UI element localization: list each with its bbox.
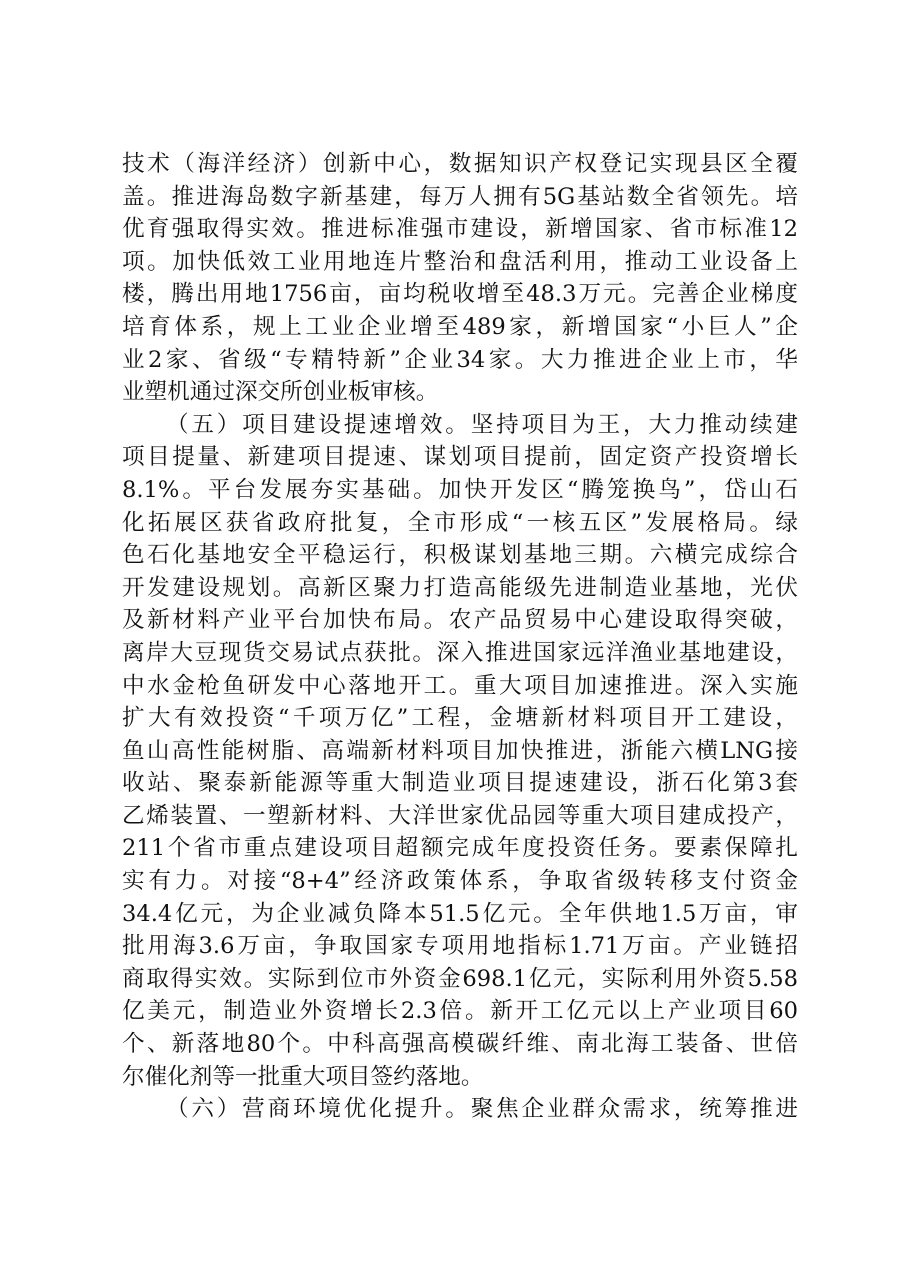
text-line: 离岸大豆现货交易试点获批。深入推进国家远洋渔业基地建设， [122,639,798,666]
paragraph-section-6 [122,1093,798,1126]
text-line: 技术（海洋经济）创新中心，数据知识产权登记实现县区全覆 [122,151,798,177]
text-line: 及新材料产业平台加快布局。农产品贸易中心建设取得突破， [122,607,798,634]
text-line: 亿美元，制造业外资增长2.3倍。新开工亿元以上产业项目60 [122,998,798,1025]
text-line: 培育体系，规上工业企业增至489家，新增国家“小巨人”企 [122,313,798,340]
text-line: 实有力。对接“8+4”经济政策体系，争取省级转移支付资金 [122,868,798,895]
text-line: 中水金枪鱼研发中心落地开工。重大项目加速推进。深入实施 [122,672,798,699]
text-line: 楼，腾出用地1756亩，亩均税收增至48.3万元。完善企业梯度 [122,281,798,308]
text-line: 开发建设规划。高新区聚力打造高能级先进制造业基地，光伏 [122,574,798,601]
text-line: 色石化基地安全平稳运行，积极谋划基地三期。六横完成综合 [122,542,798,569]
document-page [122,148,798,1126]
text-line: 业塑机通过深交所创业板审核。 [122,379,439,406]
section-heading-line: （五）项目建设提速增效。坚持项目为王，大力推动续建 [166,411,798,438]
text-line: 业2家、省级“专精特新”企业34家。大力推进企业上市，华 [122,346,798,373]
text-line: 鱼山高性能树脂、高端新材料项目加快推进，浙能六横LNG接 [122,737,798,764]
text-line: 收站、聚泰新能源等重大制造业项目提速建设，浙石化第3套 [122,770,798,797]
text-line: 批用海3.6万亩，争取国家专项用地指标1.71万亩。产业链招 [122,933,798,960]
text-line: 尔催化剂等一批重大项目签约落地。 [122,1063,484,1090]
text-line: 乙烯装置、一塑新材料、大洋世家优品园等重大项目建成投产， [122,802,798,829]
text-line: 个、新落地80个。中科高强高模碳纤维、南北海工装备、世倍 [122,1031,798,1058]
paragraph-section-5 [122,409,798,1093]
text-line: 项。加快低效工业用地连片整治和盘活利用，推动工业设备上 [122,248,798,275]
text-line: 211个省市重点建设项目超额完成年度投资任务。要素保障扎 [122,835,798,862]
text-line: 扩大有效投资“千项万亿”工程，金塘新材料项目开工建设， [122,705,798,732]
text-line: 34.4亿元，为企业减负降本51.5亿元。全年供地1.5万亩，审 [122,900,798,927]
text-line: 项目提量、新建项目提速、谋划项目提前，固定资产投资增长 [122,444,798,471]
text-line: 商取得实效。实际到位市外资金698.1亿元，实际利用外资5.58 [122,965,798,992]
text-line: 8.1%。平台发展夯实基础。加快开发区“腾笼换鸟”，岱山石 [122,476,798,503]
text-line: 化拓展区获省政府批复，全市形成“一核五区”发展格局。绿 [122,509,798,536]
text-line: 盖。推进海岛数字新基建，每万人拥有5G基站数全省领先。培 [122,183,798,210]
section-heading-line: （六）营商环境优化提升。聚焦企业群众需求，统筹推进 [166,1096,798,1123]
paragraph-1 [122,148,798,409]
text-line: 优育强取得实效。推进标准强市建设，新增国家、省市标准12 [122,216,798,243]
